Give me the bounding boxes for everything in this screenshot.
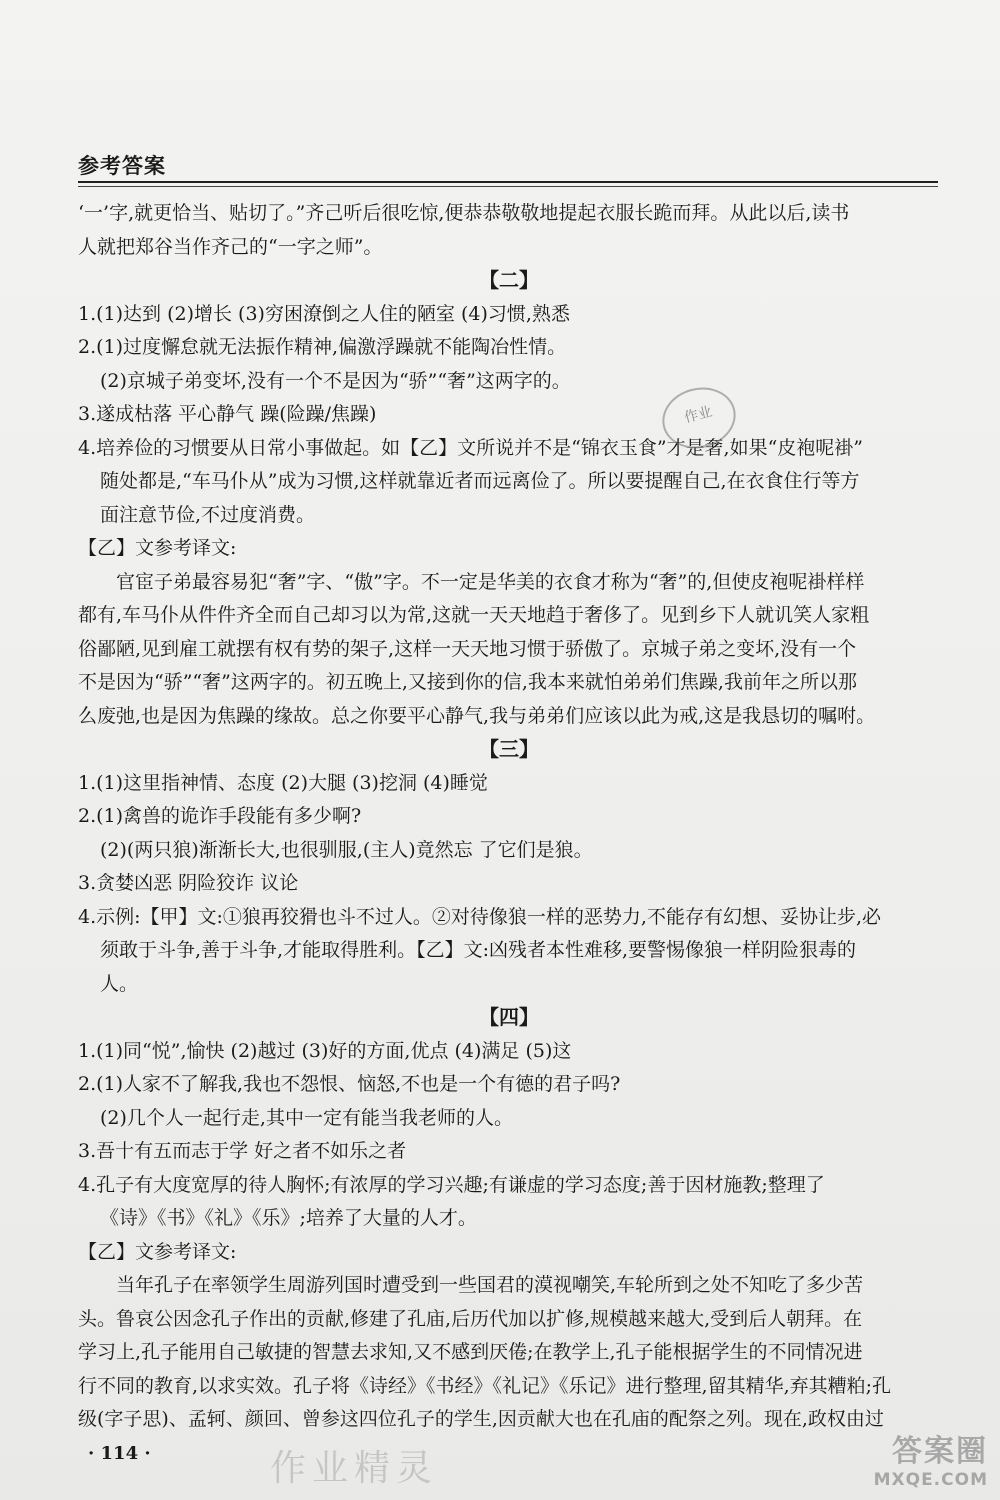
text-line: 3.吾十有五而志于学 好之者不如乐之者 [78, 1140, 407, 1162]
text-line: 1.(1)达到 (2)增长 (3)穷困潦倒之人住的陋室 (4)习惯,熟悉 [78, 302, 570, 325]
text-line: 人。 [100, 972, 139, 995]
text-line: 级(字子思)、孟轲、颜回、曾参这四位孔子的学生,因贡献大也在孔庙的配祭之列。现在,政权由过 [78, 1408, 884, 1430]
text-line: 么废弛,也是因为焦躁的缘故。总之你要平心静气,我与弟弟们应该以此为戒,这是我恳切的嘱咐。 [78, 704, 876, 727]
text-line: 1.(1)同“悦”,愉快 (2)越过 (3)好的方面,优点 (4)满足 (5)这 [78, 1039, 572, 1062]
corner-watermark-logo [874, 1426, 988, 1490]
text-line: 《诗》《书》《礼》《乐》;培养了大量的人才。 [100, 1207, 477, 1229]
header-rule-thin [78, 186, 938, 187]
text-line: 人就把郑谷当作齐己的“一字之师”。 [78, 235, 383, 258]
section-heading: 【二】 [479, 268, 539, 292]
text-line: 俗鄙陋,见到雇工就摆有权有势的架子,这样一天天地习惯于骄傲了。京城子弟之变坏,没有一个 [78, 637, 857, 660]
text-line: 面注意节俭,不过度消费。 [100, 503, 316, 526]
stamp-watermark: 作业 [656, 380, 742, 456]
text-line: (2)几个人一起行走,其中一定有能当我老师的人。 [100, 1106, 513, 1129]
text-line: 1.(1)这里指神情、态度 (2)大腿 (3)挖洞 (4)睡觉 [78, 771, 488, 794]
text-line: (2)(两只狼)渐渐长大,也很驯服,(主人)竟然忘 了它们是狼。 [100, 838, 593, 861]
text-line: 2.(1)人家不了解我,我也不怨恨、恼怒,不也是一个有德的君子吗? [78, 1073, 621, 1095]
text-line: 学习上,孔子能用自己敏捷的智慧去求知,又不感到厌倦;在教学上,孔子能根据学生的不同情况进 [78, 1341, 863, 1363]
text-line: 4.示例:【甲】文:①狼再狡猾也斗不过人。②对待像狼一样的恶势力,不能存有幻想、妥协让步,必 [78, 905, 882, 928]
section-heading: 【四】 [479, 1005, 539, 1029]
text-line: 官宦子弟最容易犯“奢”字、“傲”字。不一定是华美的衣食才称为“奢”的,但使皮袍呢褂样样 [116, 570, 865, 593]
text-line: 【乙】文参考译文: [78, 1240, 237, 1263]
text-line: ‘一’字,就更恰当、贴切了。”齐己听后很吃惊,便恭恭敬敬地提起衣服长跪而拜。从此以后,读书 [78, 202, 850, 224]
text-line: 不是因为“骄”“奢”这两字的。初五晚上,又接到你的信,我本来就怕弟弟们焦躁,我前年之所以那 [78, 671, 857, 693]
text-line: 【乙】文参考译文: [78, 537, 237, 559]
header-rule-thick [78, 181, 938, 183]
text-line: 行不同的教育,以求实效。孔子将《诗经》《书经》《礼记》《乐记》进行整理,留其精华,弃其糟粕;孔 [78, 1374, 892, 1397]
page-header-title: 参考答案 [78, 154, 166, 178]
section-heading: 【三】 [479, 737, 539, 761]
bottom-watermark: 作业精灵 [270, 1448, 439, 1489]
text-line: 都有,车马仆从件件齐全而自己却习以为常,这就一天天地趋于奢侈了。见到乡下人就讥笑人家粗 [78, 604, 870, 626]
text-line: 3.遂成枯落 平心静气 躁(险躁/焦躁) [78, 403, 377, 425]
page-number: · 114 · [88, 1443, 151, 1464]
text-line: 2.(1)过度懈怠就无法振作精神,偏激浮躁就不能陶冶性情。 [78, 336, 567, 358]
text-line: 随处都是,“车马仆从”成为习惯,这样就靠近者而远离俭了。所以要提醒自己,在衣食住行等方 [100, 470, 860, 492]
text-line: 4.培养俭的习惯要从日常小事做起。如【乙】文所说并不是“锦衣玉食”才是奢,如果“皮袍呢褂” [78, 436, 864, 459]
answer-content [78, 197, 940, 1437]
text-line: 2.(1)禽兽的诡诈手段能有多少啊? [78, 805, 362, 827]
text-line: 3.贪婪凶恶 阴险狡诈 议论 [78, 872, 299, 894]
text-line: (2)京城子弟变坏,没有一个不是因为“骄”“奢”这两字的。 [100, 369, 571, 392]
text-line: 当年孔子在率领学生周游列国时遭受到一些国君的漠视嘲笑,车轮所到之处不知吃了多少苦 [116, 1274, 864, 1296]
text-line: 须敢于斗争,善于斗争,才能取得胜利。【乙】文:凶残者本性难移,要警惕像狼一样阴险狠毒的 [100, 939, 857, 961]
corner-watermark-url: MXQE.COM [873, 1470, 988, 1490]
text-line: 4.孔子有大度宽厚的待人胸怀;有浓厚的学习兴趣;有谦虚的学习态度;善于因材施教;整理了 [78, 1173, 825, 1196]
corner-watermark-title: 答案圈 [892, 1434, 988, 1469]
text-line: 头。鲁哀公因念孔子作出的贡献,修建了孔庙,后历代加以扩修,规模越来越大,受到后人朝拜。在 [78, 1307, 863, 1330]
